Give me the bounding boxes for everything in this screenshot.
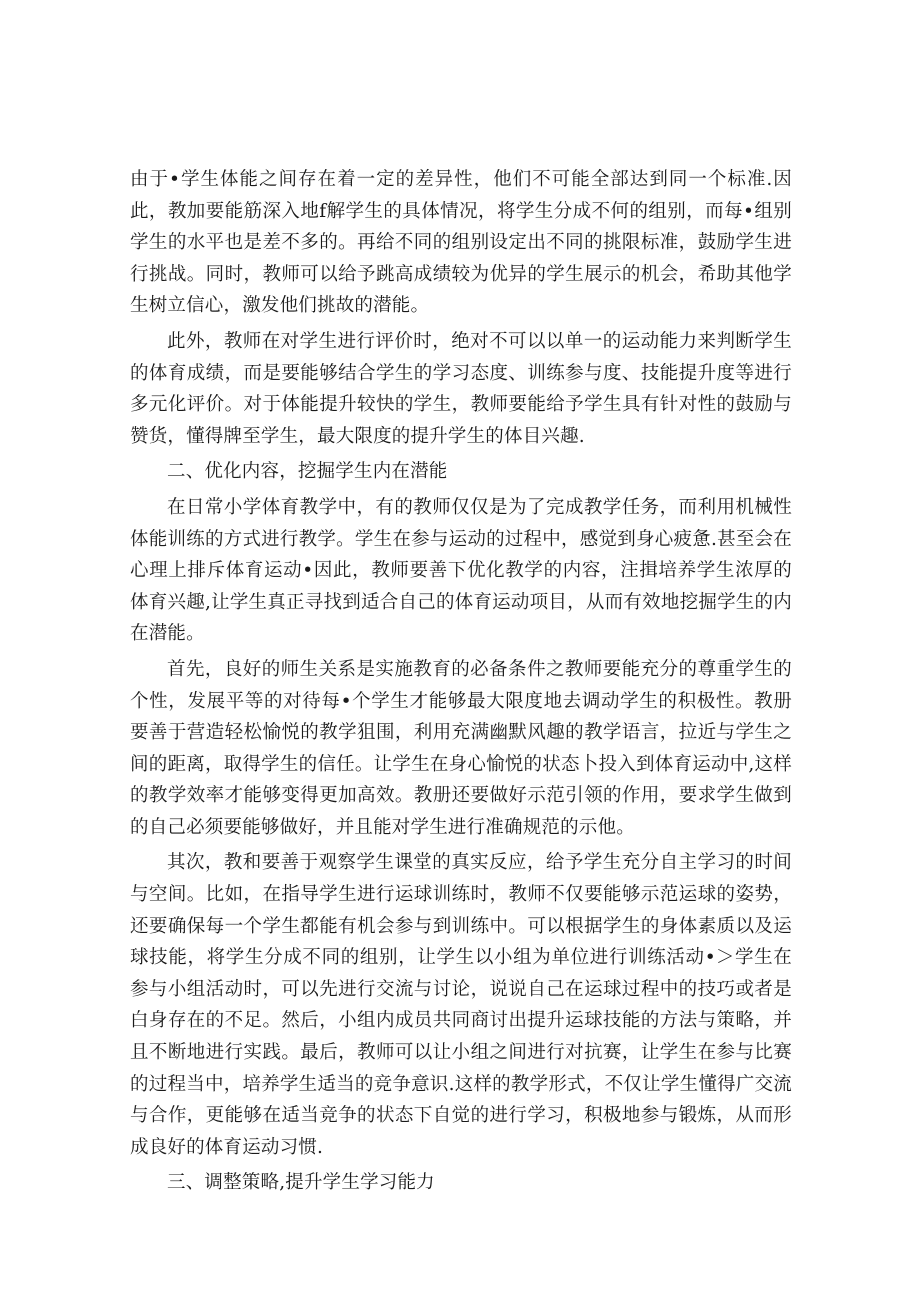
paragraph-evaluation: 此外，教师在对学生进行评价时，绝对不可以以单一的运动能力来判断学生的体育成绩，而是要能够结合学生的学习态度、训练参与度、技能提升度等进行多元化评价。对于体能提升较快的学生，教师要能给予学生具有针对性的鼓励与赞货，懂得牌至学生，最大限度的提升学生的体目兴趣. bbox=[130, 330, 792, 447]
paragraph-intro: 由于•学生体能之间存在着一定的差异性，他们不可能全部达到同一个标准.因此，教加要能筋深入地f解学生的具体情况，将学生分成不何的组别，而每•组别学生的水平也是差不多的。再给不同的组别设定出不同的挑限标准，鼓励学生进行挑战。同时，教师可以给予跳高成绩较为优异的学生展示的机会，希助其他学生树立信心，激发他们挑故的潜能。 bbox=[130, 169, 792, 317]
document-body bbox=[130, 164, 792, 1203]
section-heading-3: 三、调整策略,提升学生学习能力 bbox=[167, 1172, 435, 1194]
section-heading-2: 二、优化内容，挖掘学生内在潜能 bbox=[167, 461, 448, 483]
paragraph-observation: 其次，教和要善于观察学生课堂的真实反应，给予学生充分自主学习的时间与空间。比如，在指导学生进行运球训练时，教师不仅要能够示范运球的姿势，还要确保每一个学生都能有机会参与到训练中。可以根据学生的身体素质以及运球技能，将学生分成不同的组别，让学生以小组为单位进行训练活动•＞学生在参与小组活动时，可以先进行交流与讨论，说说自己在运球过程中的技巧或者是白身存在的不足。然后，小组内成员共同商讨出提升运球技能的方法与策略，并且不断地进行实践。最后，教师可以让小组之间进行对抗赛，让学生在参与比赛的过程当中，培养学生适当的竞争意识.这样的教学形式，不仅让学生懂得广交流与合作，更能够在适当竞争的状态下自觉的进行学习，积极地参与锻炼，从而形成良好的体育运动习惯. bbox=[130, 852, 792, 1158]
paragraph-teacher-student-relationship: 首先，良好的师生关系是实施教育的必备条件之教师要能充分的尊重学生的个性，发展平等的对待每•个学生才能够最大限度地去调动学生的积极性。教册要善于营造轻松愉悦的教学狙围，利用充满幽默风趣的教学语言，拉近与学生之间的距离，取得学生的信任。让学生在身心愉悦的状态卜投入到体育运动中,这样的教学效率才能够变得更加高效。教册还要做好示范引领的作用，要求学生做到的自己必须要能够做好，并且能对学生进行准确规范的示他。 bbox=[130, 658, 792, 838]
paragraph-optimize-content: 在日常小学体育教学中，有的教师仅仅是为了完成教学任务，而利用机械性体能训练的方式进行教学。学生在参与运动的过程中，感觉到身心疲惫.甚至会在心理上排斥体育运动•因此，教师要善下优化教学的内容，注揖培养学生浓厚的体育兴趣,让学生真正寻找到适合自己的体育运动项目，从而有效地挖掘学生的内在潜能。 bbox=[130, 496, 792, 645]
